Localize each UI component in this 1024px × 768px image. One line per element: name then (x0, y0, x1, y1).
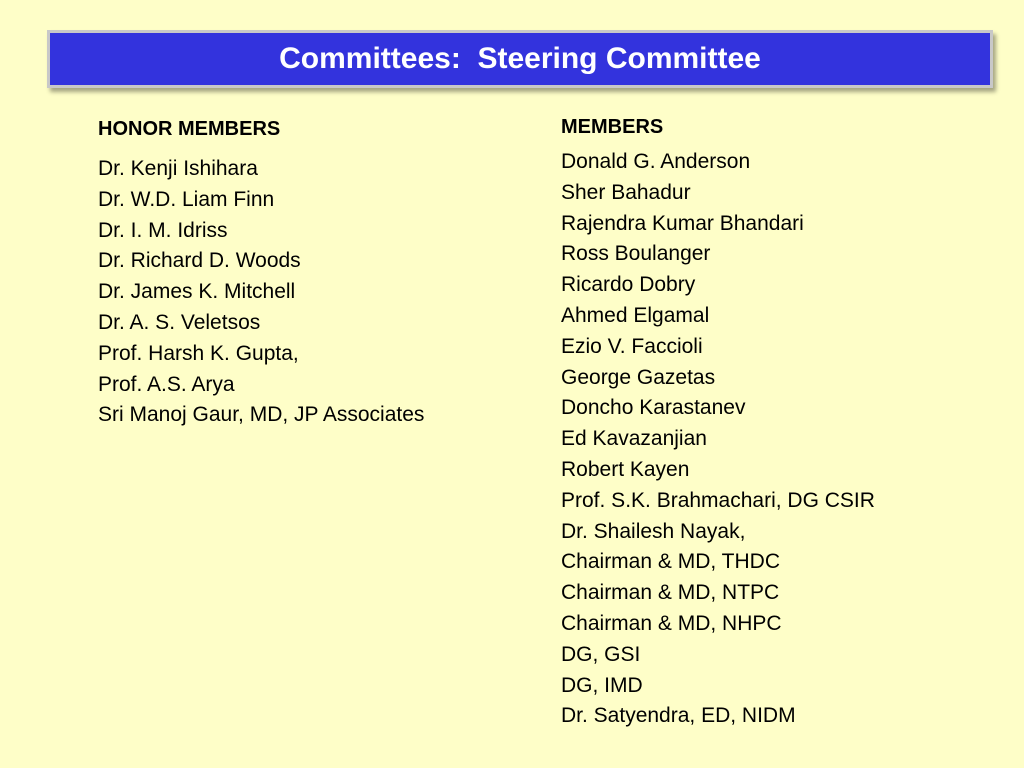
list-item: Ricardo Dobry (561, 273, 696, 297)
list-item: Ed Kavazanjian (561, 427, 707, 451)
list-item: Dr. James K. Mitchell (98, 280, 296, 304)
members-heading: MEMBERS (561, 116, 664, 138)
list-item: Ross Boulanger (561, 242, 711, 266)
list-item: Prof. S.K. Brahmachari, DG CSIR (561, 488, 875, 512)
list-item: Chairman & MD, NTPC (561, 581, 780, 605)
list-item: DG, IMD (561, 673, 643, 697)
list-item: Chairman & MD, THDC (561, 550, 780, 574)
slide-title: Committees: Steering Committee (279, 42, 761, 75)
honor-members-section (98, 115, 538, 431)
list-item: Ezio V. Faccioli (561, 334, 703, 358)
list-item: Robert Kayen (561, 457, 690, 481)
list-item: Prof. A.S. Arya (98, 372, 235, 396)
list-item: Prof. Harsh K. Gupta, (98, 341, 299, 365)
list-item: Dr. A. S. Veletsos (98, 310, 261, 334)
list-item: Dr. I. M. Idriss (98, 218, 228, 242)
list-item: Dr. Kenji Ishihara (98, 157, 258, 180)
list-item: Dr. W.D. Liam Finn (98, 187, 275, 211)
members-section (561, 113, 1001, 732)
list-item: Ahmed Elgamal (561, 303, 710, 327)
list-item: Dr. Shailesh Nayak, (561, 519, 746, 543)
list-item: Sri Manoj Gaur, MD, JP Associates (98, 403, 425, 427)
list-item: Doncho Karastanev (561, 396, 746, 420)
honor-members-list (98, 154, 538, 431)
list-item: Rajendra Kumar Bhandari (561, 211, 804, 235)
list-item: DG, GSI (561, 642, 641, 666)
list-item: George Gazetas (561, 365, 716, 389)
list-item: Chairman & MD, NHPC (561, 611, 782, 635)
list-item: Dr. Satyendra, ED, NIDM (561, 704, 796, 728)
list-item: Sher Bahadur (561, 180, 691, 204)
list-item: Dr. Richard D. Woods (98, 249, 301, 273)
honor-members-heading: HONOR MEMBERS (98, 118, 281, 140)
slide-title-bar (47, 30, 993, 88)
members-list (561, 147, 1001, 732)
list-item: Donald G. Anderson (561, 150, 751, 173)
